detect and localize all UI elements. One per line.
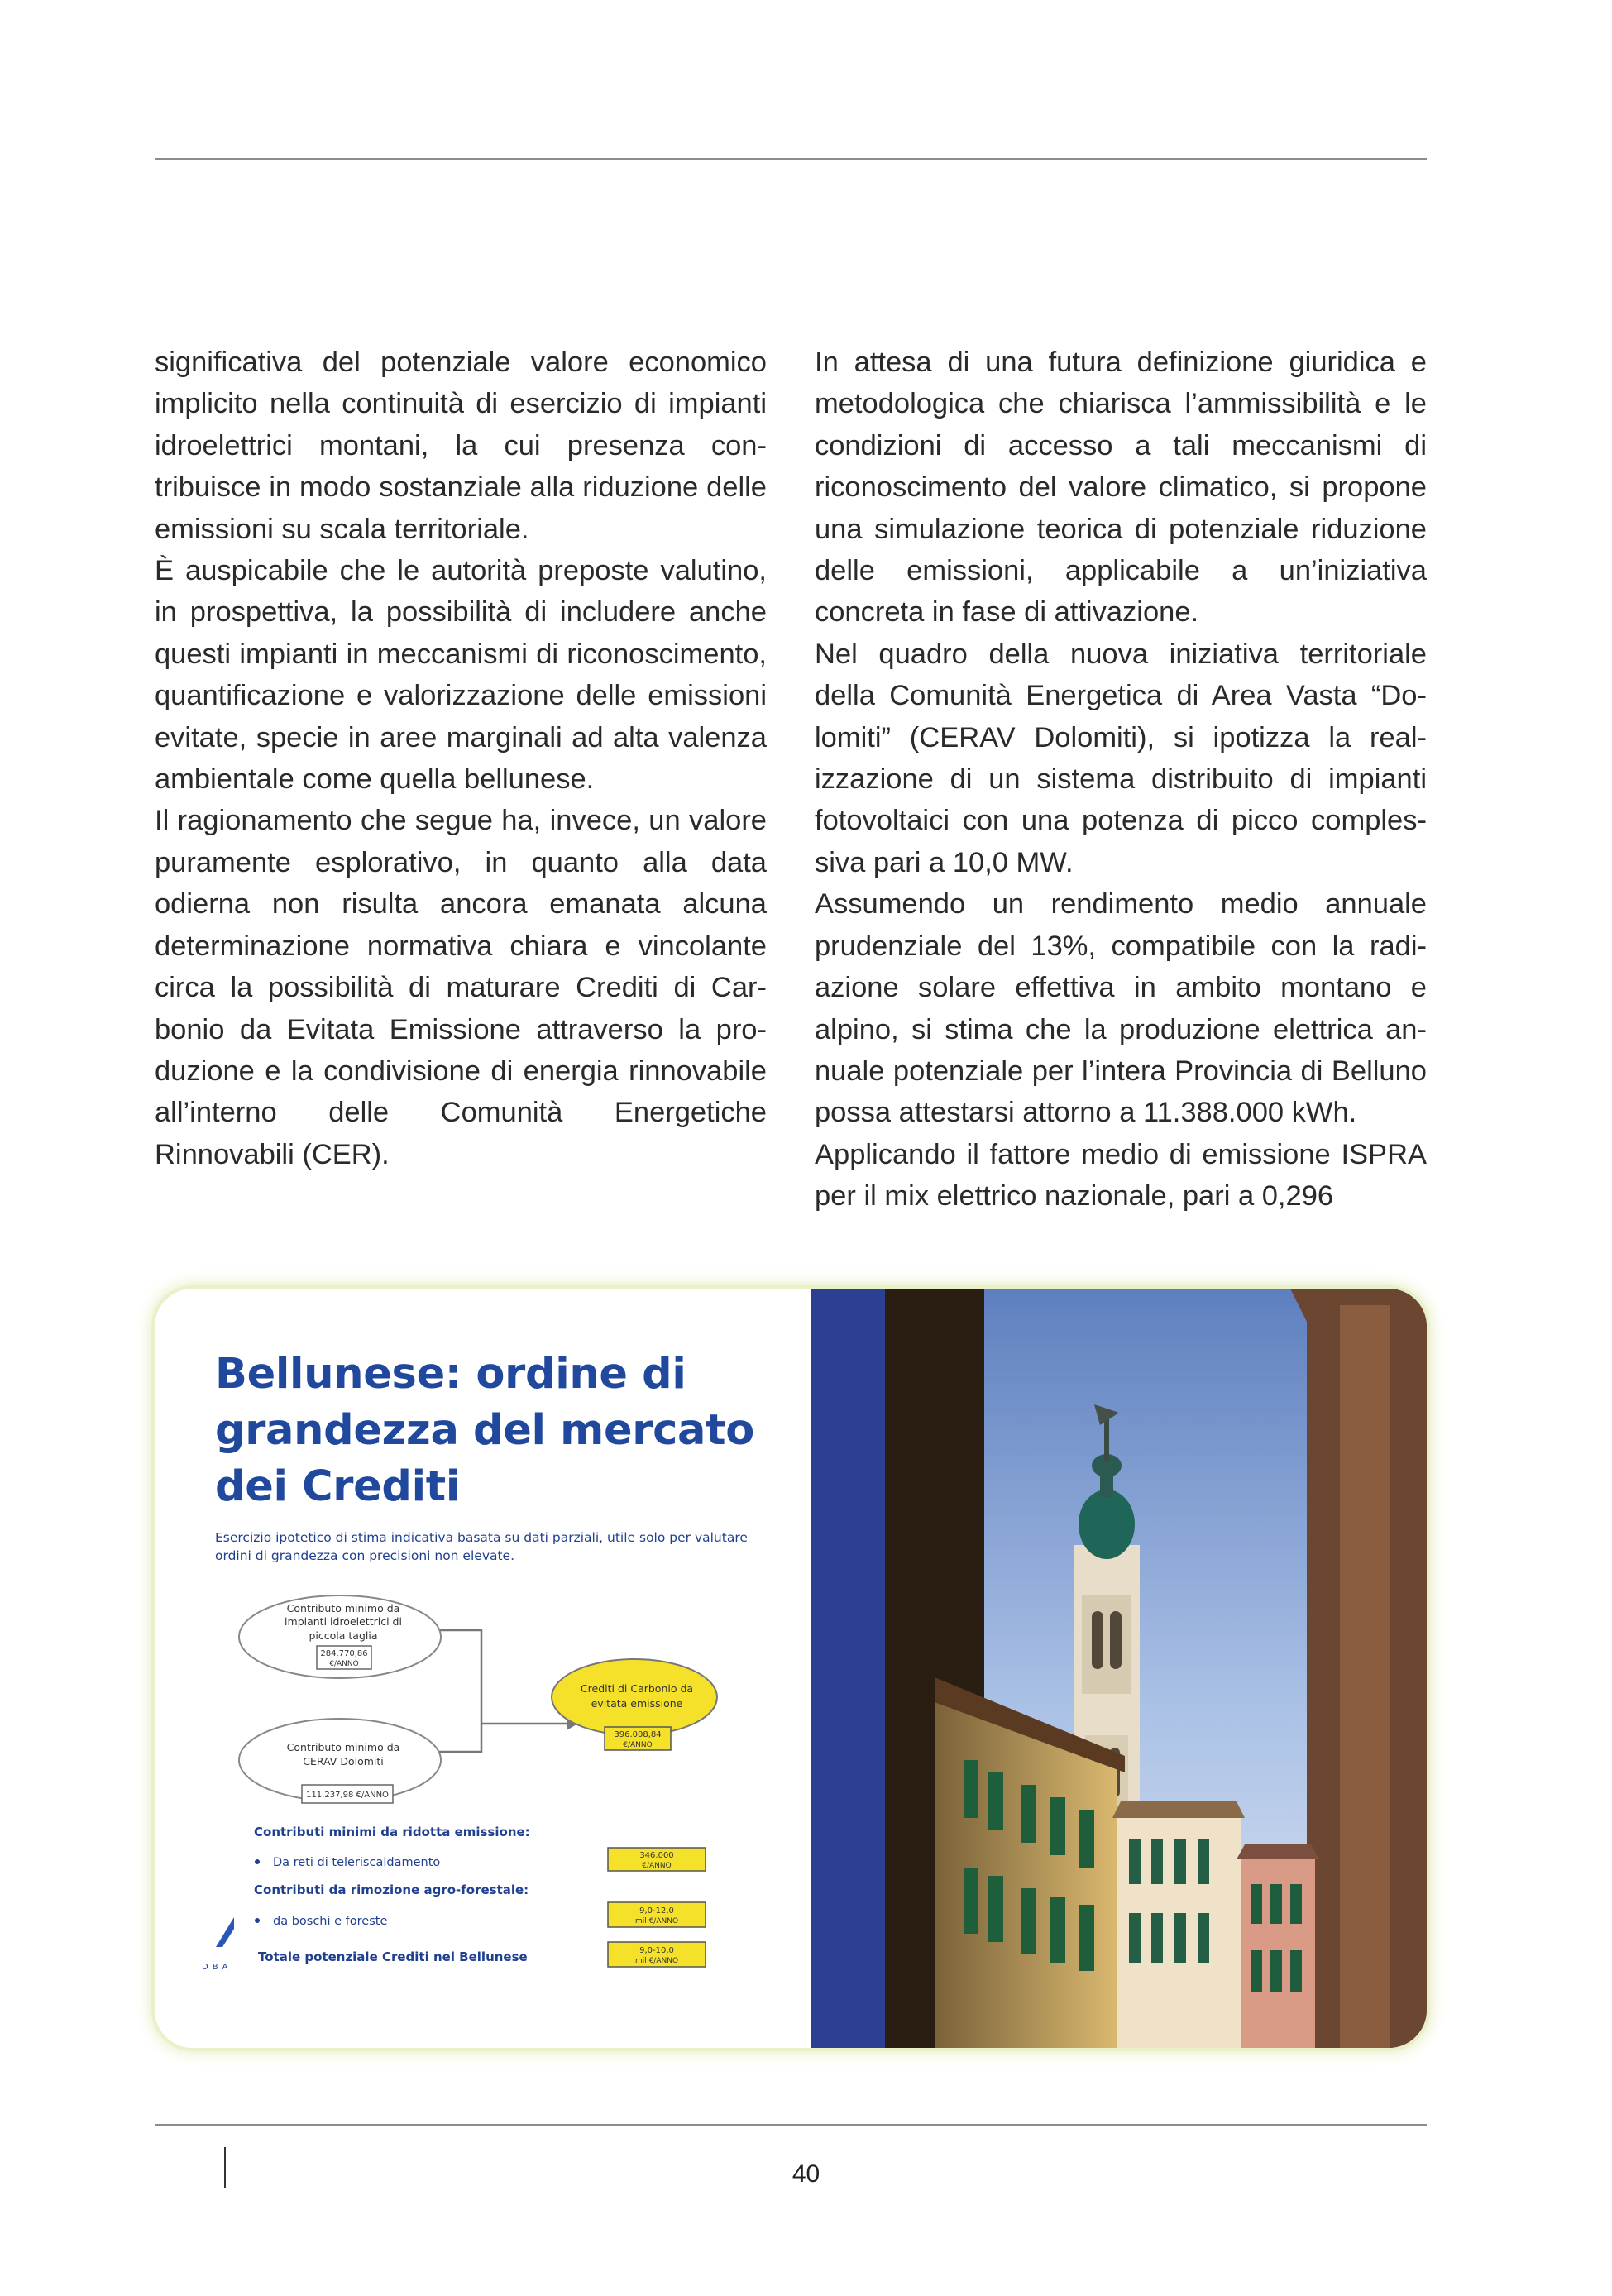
paragraph: È auspicabile che le autorità preposte valutino, in prospettiva, la possibilità di includere anche questi impianti in meccanismi di riconoscimento, quantificazione e valorizzazione delle emissioni evitate, specie in aree marginali ad alta valenza ambientale come quella bellunese. bbox=[155, 555, 767, 796]
total-credits-label: evitata emissione bbox=[591, 1697, 683, 1710]
forest-value-unit: mil €/ANNO bbox=[634, 1917, 679, 1925]
connector-line bbox=[436, 1630, 567, 1724]
total-credits-value-unit: €/ANNO bbox=[623, 1741, 653, 1749]
dba-logo bbox=[202, 1917, 234, 1972]
total-potential-value-unit: mil €/ANNO bbox=[634, 1957, 679, 1965]
belluno-photo bbox=[811, 1289, 1427, 2048]
section-removal-heading: Contributi da rimozione agro-forestale: bbox=[254, 1882, 529, 1897]
paragraph: Il ragionamento che segue ha, invece, un valore puramente esplorativo, in quanto alla data odierna non risulta ancora emanata alcuna determinazione normativa chiara e vincolante circa la possibilità di maturare Crediti di Carbonio da Evitata Emissione attraverso la produzione e la condivisione di energia rinnovabile all’interno delle Comunità Energetiche Rinnovabili (CER). bbox=[155, 805, 767, 1170]
hydro-node-label: piccola taglia bbox=[309, 1629, 378, 1642]
cerav-node-label: CERAV Dolomiti bbox=[303, 1755, 384, 1767]
forest-item: da boschi e foreste bbox=[273, 1915, 388, 1928]
bottom-rule bbox=[155, 2124, 1427, 2126]
bullet-icon bbox=[255, 1918, 260, 1923]
total-credits-value: 396.008,84 bbox=[614, 1730, 662, 1739]
slide-subtitle: Esercizio ipotetico di stima indicativa basata su dati parziali, utile solo per valutare ordini di grandezza con precisioni non elevate. bbox=[215, 1530, 748, 1563]
paragraph: significativa del potenziale valore economico implicito nella continuità di esercizio di impianti idroelettrici montani, la cui presenza contribuisce in modo sostanziale alla riduzione delle emissioni su scala territoriale. bbox=[155, 347, 767, 545]
left-column bbox=[155, 342, 767, 1175]
district-value-unit: €/ANNO bbox=[642, 1862, 672, 1870]
paragraph: In attesa di una futura definizione giuridica e metodologica che chiarisca l’ammissibilità e le condizioni di accesso a tali meccanismi di riconoscimento del valore climatico, si propone una simulazione teorica di potenziale riduzione delle emissioni, applicabile a un’iniziativa concreta in fase di attivazione. bbox=[815, 347, 1427, 629]
paragraph: Nel quadro della nuova iniziativa territoriale della Comunità Energetica di Area Vasta “Dolomiti” (CERAV Dolomiti), si ipotizza la realizzazione di un sistema distribuito di impianti fotovoltaici con una potenza di picco complessiva pari a 10,0 MW. bbox=[815, 638, 1427, 878]
slide-content bbox=[155, 1289, 811, 2048]
hydro-value: 284.770,86 bbox=[320, 1649, 368, 1658]
slide-title: Bellunese: ordine di grandezza del mercato dei Crediti bbox=[215, 1350, 754, 1511]
hydro-value-unit: €/ANNO bbox=[329, 1660, 359, 1668]
svg-text:DBA: DBA bbox=[202, 1963, 232, 1972]
cerav-node-label: Contributo minimo da bbox=[286, 1741, 400, 1753]
page-number: 40 bbox=[792, 2160, 820, 2188]
paragraph: Assumendo un rendimento medio annuale prudenziale del 13%, compatibile con la radiazione solare effettiva in ambito montano e alpino, si stima che la produzione elettrica annuale potenziale per l’intera Provincia di Belluno possa attestarsi attorno a 11.388.000 kWh. bbox=[815, 888, 1427, 1129]
bullet-icon bbox=[255, 1859, 260, 1864]
hydro-node-label: impianti idroelettrici di bbox=[285, 1615, 402, 1628]
right-column bbox=[815, 342, 1427, 1217]
top-rule bbox=[155, 158, 1427, 160]
slide-figure bbox=[155, 1289, 1427, 2048]
total-potential-value: 9,0-10,0 bbox=[639, 1946, 674, 1955]
district-value: 346.000 bbox=[639, 1851, 674, 1860]
cerav-value: 111.237,98 €/ANNO bbox=[306, 1791, 389, 1800]
section-reduced-heading: Contributi minimi da ridotta emissione: bbox=[254, 1825, 530, 1839]
hydro-node-label: Contributo minimo da bbox=[286, 1602, 400, 1614]
credits-diagram bbox=[155, 1289, 811, 2048]
district-heating-item: Da reti di teleriscaldamento bbox=[273, 1856, 441, 1869]
connector-line bbox=[436, 1724, 481, 1752]
paragraph: Applicando il fattore medio di emissione ISPRA per il mix elettrico nazionale, pari a 0,296 bbox=[815, 1138, 1427, 1213]
total-credits-label: Crediti di Carbonio da bbox=[580, 1682, 694, 1695]
forest-value: 9,0-12,0 bbox=[639, 1906, 674, 1916]
total-potential-label: Totale potenziale Crediti nel Bellunese bbox=[258, 1949, 528, 1964]
